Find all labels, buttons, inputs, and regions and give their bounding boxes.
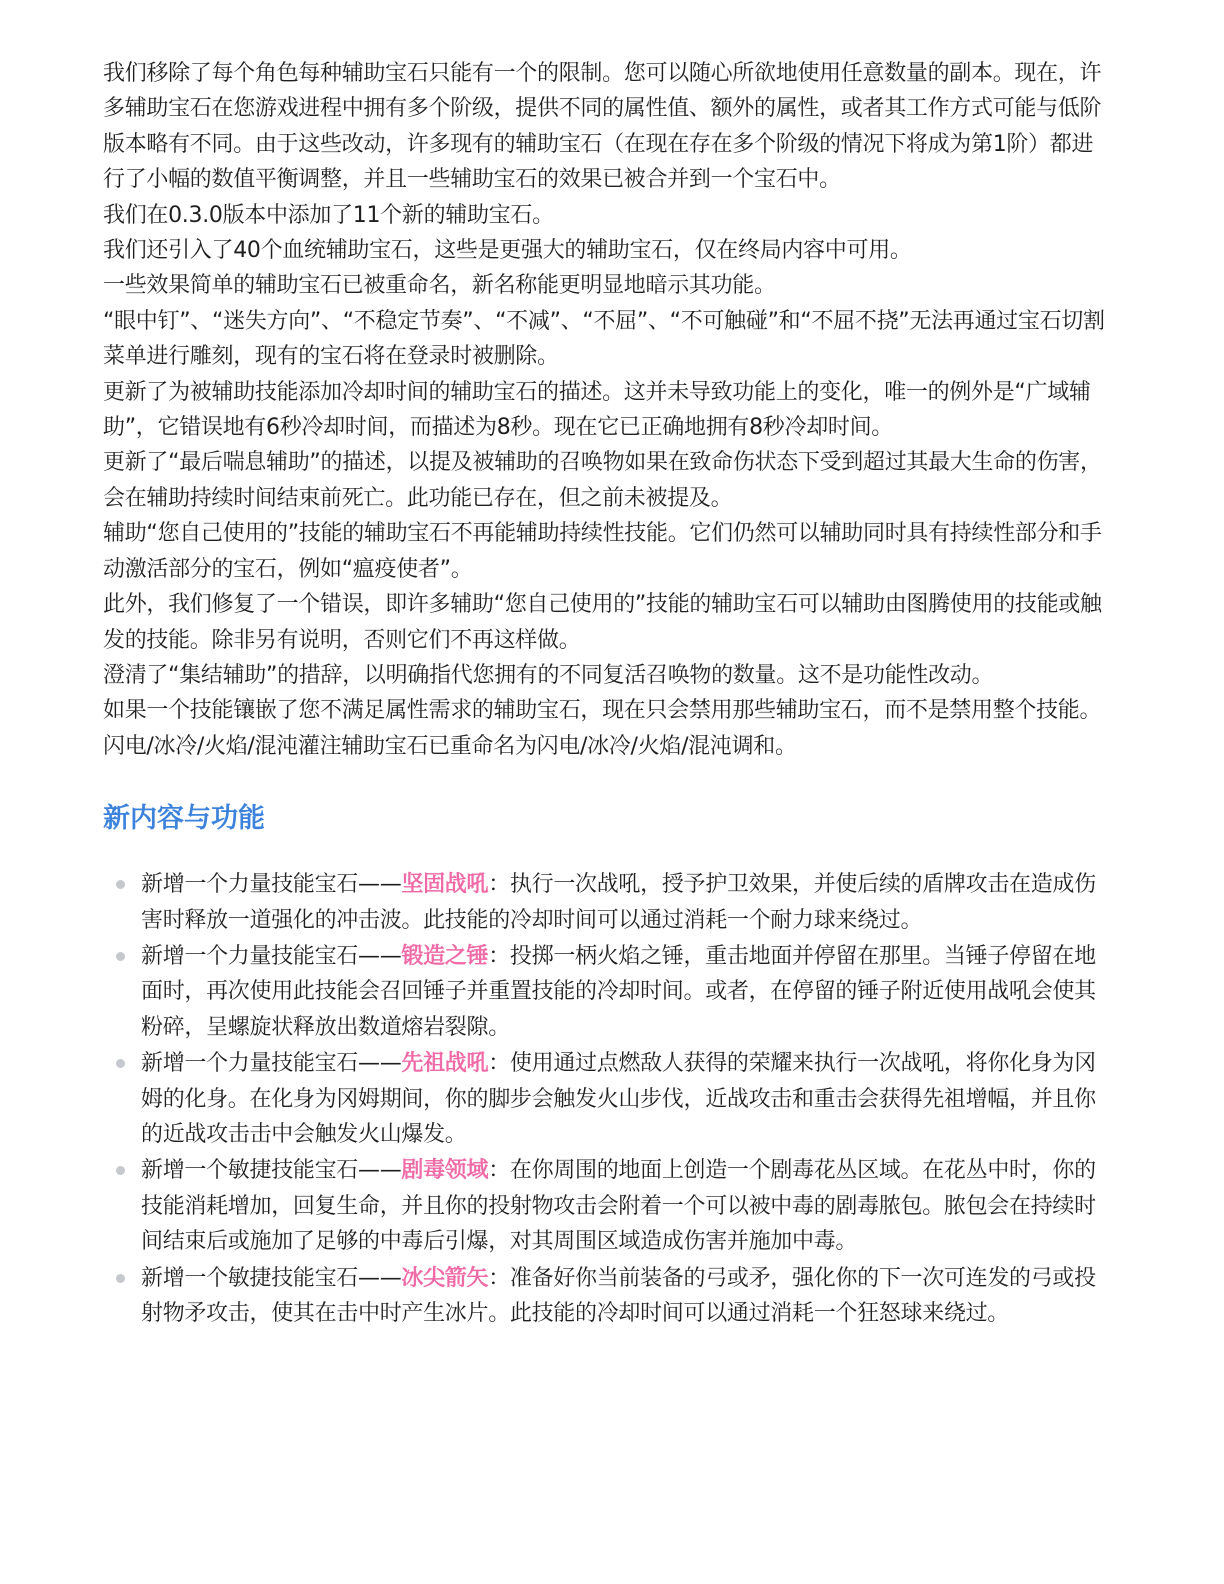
item-description: ：执行一次战吼，授予护卫效果，并使后续的盾牌攻击在造成伤害时释放一道强化的冲击波。此技能的冷却时间可以通过消耗一个耐力球来绕过。 [141,872,1096,933]
patch-notes-page [103,56,1113,1332]
list-item [103,1153,1113,1259]
note-paragraph: “眼中钉”、“迷失方向”、“不稳定节奏”、“不减”、“不屈”、“不可触碰”和“不屈不挠”无法再通过宝石切割菜单进行雕刻，现有的宝石将在登录时被删除。 [103,308,1105,370]
item-description: ：投掷一柄火焰之锤，重击地面并停留在那里。当锤子停留在地面时，再次使用此技能会召回锤子并重置技能的冷却时间。或者，在停留的锤子附近使用战吼会使其粉碎，呈螺旋状释放出数道熔岩裂隙。 [141,943,1096,1040]
bullet-icon [116,1059,125,1068]
list-item [103,1046,1113,1152]
note-paragraph: 如果一个技能镶嵌了您不满足属性需求的辅助宝石，现在只会禁用那些辅助宝石，而不是禁用整个技能。 [103,698,1102,724]
list-item [103,1261,1113,1332]
note-paragraph: 更新了为被辅助技能添加冷却时间的辅助宝石的描述。这并未导致功能上的变化，唯一的例外是“广域辅助”，它错误地有6秒冷却时间，而描述为8秒。现在它已正确地拥有8秒冷却时间。 [103,379,1091,441]
item-description: ：在你周围的地面上创造一个剧毒花丛区域。在花丛中时，你的技能消耗增加，回复生命，并且你的投射物攻击会附着一个可以被中毒的剧毒脓包。脓包会在持续时间结束后或施加了足够的中毒后引爆，对其周围区域造成伤害并施加中毒。 [141,1158,1096,1255]
note-paragraph: 我们在0.3.0版本中添加了11个新的辅助宝石。 [103,202,554,228]
item-prefix: 新增一个力量技能宝石—— [141,872,402,898]
bullet-icon [116,1274,125,1283]
note-paragraph: 闪电/冰冷/火焰/混沌灌注辅助宝石已重命名为闪电/冰冷/火焰/混沌调和。 [103,733,797,759]
item-description: ：准备好你当前装备的弓或矛，强化你的下一次可连发的弓或投射物矛攻击，使其在击中时产生冰片。此技能的冷却时间可以通过消耗一个狂怒球来绕过。 [141,1265,1096,1326]
note-paragraph: 澄清了“集结辅助”的措辞，以明确指代您拥有的不同复活召唤物的数量。这不是功能性改动。 [103,662,994,688]
note-paragraph: 我们还引入了40个血统辅助宝石，这些是更强大的辅助宝石，仅在终局内容中可用。 [103,238,912,264]
gem-name: 剧毒领域 [401,1158,489,1184]
bullet-icon [116,1166,125,1175]
bullet-icon [116,880,125,889]
note-paragraph: 辅助“您自己使用的”技能的辅助宝石不再能辅助持续性技能。它们仍然可以辅助同时具有持续性部分和手动激活部分的宝石，例如“瘟疫使者”。 [103,521,1102,582]
new-skill-list [103,867,1113,1331]
gem-name: 坚固战吼 [401,872,489,898]
item-prefix: 新增一个敏捷技能宝石—— [141,1265,402,1291]
section-heading: 新内容与功能 [103,803,265,835]
note-paragraph: 更新了“最后喘息辅助”的描述，以提及被辅助的召唤物如果在致命伤状态下受到超过其最大生命的伤害，会在辅助持续时间结束前死亡。此功能已存在，但之前未被提及。 [103,450,1102,511]
bullet-icon [116,952,125,961]
item-prefix: 新增一个力量技能宝石—— [141,1051,402,1077]
note-paragraph: 我们移除了每个角色每种辅助宝石只能有一个的限制。您可以随心所欲地使用任意数量的副本。现在，许多辅助宝石在您游戏进程中拥有多个阶级，提供不同的属性值、额外的属性，或者其工作方式可能与低阶版本略有不同。由于这些改动，许多现有的辅助宝石（在现在存在多个阶级的情况下将成为第1阶）都进行了小幅的数值平衡调整，并且一些辅助宝石的效果已被合并到一个宝石中。 [103,61,1102,193]
gem-name: 先祖战吼 [401,1051,489,1077]
item-prefix: 新增一个力量技能宝石—— [141,943,402,969]
list-item [103,867,1113,938]
gem-name: 锻造之锤 [401,943,489,969]
list-item [103,939,1113,1045]
item-prefix: 新增一个敏捷技能宝石—— [141,1158,402,1184]
item-description: ：使用通过点燃敌人获得的荣耀来执行一次战吼，将你化身为冈姆的化身。在化身为冈姆期间，你的脚步会触发火山步伐，近战攻击和重击会获得先祖增幅，并且你的近战攻击击中会触发火山爆发。 [141,1051,1096,1147]
gem-name: 冰尖箭矢 [401,1265,489,1291]
note-paragraph: 此外，我们修复了一个错误，即许多辅助“您自己使用的”技能的辅助宝石可以辅助由图腾使用的技能或触发的技能。除非另有说明，否则它们不再这样做。 [103,592,1102,653]
note-paragraph: 一些效果简单的辅助宝石已被重命名，新名称能更明显地暗示其功能。 [103,273,776,299]
